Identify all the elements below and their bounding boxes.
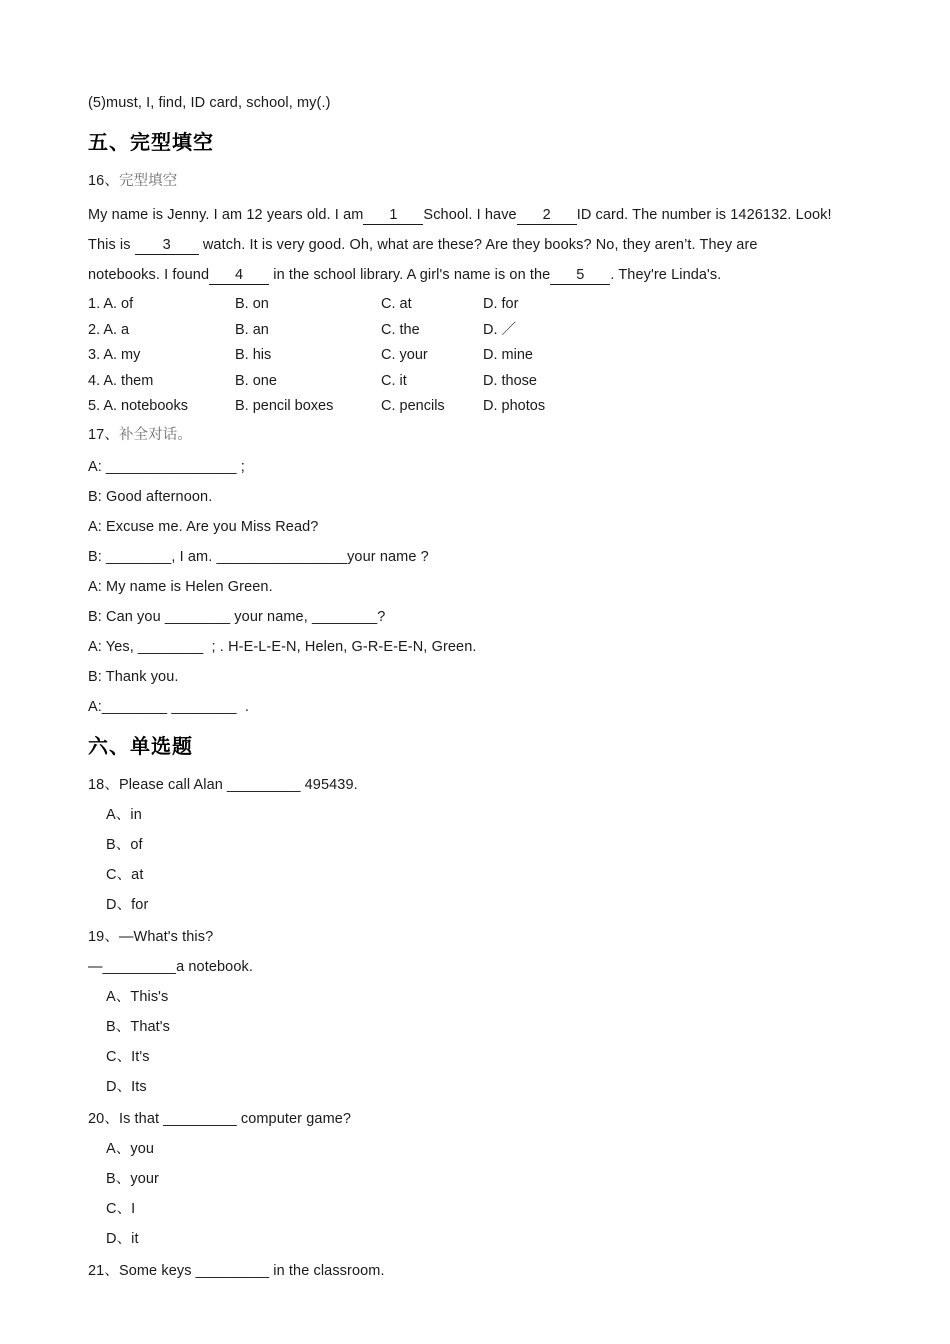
question-16-title: 完型填空	[118, 173, 178, 189]
question-18	[88, 770, 870, 920]
question-19-option-a[interactable]: A、This's	[106, 988, 169, 1005]
table-row	[88, 318, 603, 344]
question-19-option-d[interactable]: D、Its	[106, 1078, 147, 1095]
cloze-option-5-b[interactable]: B. pencil boxes	[235, 398, 334, 414]
cloze-blank-5[interactable]: 5	[550, 266, 610, 285]
question-18-option-c[interactable]: C、at	[106, 866, 144, 883]
question-20-stem	[88, 1104, 870, 1134]
question-16-number: 16、	[88, 173, 119, 189]
question-19-number: 19、	[88, 928, 119, 945]
question-20-text: Is that _________ computer game?	[118, 1110, 352, 1127]
dialogue-line[interactable]: A:________ ________ .	[88, 698, 250, 715]
cloze-option-4-b[interactable]: B. one	[235, 372, 277, 389]
question-20-option-a[interactable]: A、you	[106, 1140, 155, 1157]
question-17-label	[88, 420, 870, 450]
cloze-option-3-b[interactable]: B. his	[235, 347, 272, 363]
dialogue-line: A: My name is Helen Green.	[88, 578, 273, 595]
cloze-option-4-a[interactable]: 4. A. them	[88, 372, 154, 389]
cloze-option-4-d[interactable]: D. those	[483, 372, 537, 389]
cloze-option-2-c[interactable]: C. the	[381, 321, 420, 338]
cloze-option-4-c[interactable]: C. it	[381, 372, 407, 389]
dialogue-line: B: Thank you.	[88, 668, 179, 685]
cloze-passage-line-3	[88, 260, 870, 290]
cloze-option-2-b[interactable]: B. an	[235, 321, 269, 338]
cloze-blank-1[interactable]: 1	[363, 206, 423, 225]
previous-exercise-item: (5)must, I, find, ID card, school, my(.)	[88, 95, 331, 111]
dialogue-line[interactable]: A: Yes, ________ ; . H-E-L-E-N, Helen, G-R-E-E-N, Green.	[88, 638, 477, 655]
question-17-title: 补全对话。	[118, 426, 192, 443]
question-19-stem	[88, 922, 870, 952]
cloze-line1-part-c: ID card. The number is 1426132. Look!	[576, 207, 832, 223]
question-20-number: 20、	[88, 1110, 119, 1127]
question-18-option-a[interactable]: A、in	[106, 806, 142, 823]
cloze-blank-4[interactable]: 4	[209, 266, 269, 285]
question-21	[88, 1256, 870, 1286]
question-20	[88, 1104, 870, 1254]
cloze-option-3-d[interactable]: D. mine	[483, 347, 533, 363]
question-21-stem	[88, 1256, 870, 1286]
section-heading-six: 六、单选题	[88, 735, 193, 758]
table-row	[88, 369, 603, 395]
section-heading-five: 五、完型填空	[88, 132, 214, 154]
dialogue-line: A: Excuse me. Are you Miss Read?	[88, 518, 319, 535]
cloze-blank-2[interactable]: 2	[517, 206, 577, 225]
question-19	[88, 922, 870, 1102]
cloze-option-1-b[interactable]: B. on	[235, 296, 269, 312]
cloze-line2-part-a: This is	[88, 237, 135, 253]
question-21-number: 21、	[88, 1262, 119, 1279]
cloze-option-2-a[interactable]: 2. A. a	[88, 321, 130, 338]
cloze-options-table	[88, 292, 603, 420]
question-16-label	[88, 166, 870, 196]
cloze-option-5-d[interactable]: D. photos	[483, 398, 546, 414]
cloze-line3-part-a: notebooks. I found	[88, 267, 210, 283]
cloze-option-1-c[interactable]: C. at	[381, 296, 412, 312]
cloze-passage-line-1	[88, 200, 870, 230]
dialogue-line[interactable]: B: ________, I am. ________________your name ?	[88, 548, 429, 565]
cloze-option-5-a[interactable]: 5. A. notebooks	[88, 398, 188, 414]
question-17-number: 17、	[88, 426, 119, 443]
cloze-option-1-a[interactable]: 1. A. of	[88, 296, 134, 312]
cloze-option-3-c[interactable]: C. your	[381, 347, 428, 363]
cloze-option-3-a[interactable]: 3. A. my	[88, 347, 141, 363]
question-21-text: Some keys _________ in the classroom.	[118, 1262, 385, 1279]
question-20-option-c[interactable]: C、I	[106, 1200, 136, 1217]
cloze-line2-part-b: watch. It is very good. Oh, what are these? Are they books? No, they aren’t. They are	[198, 237, 758, 253]
question-18-option-d[interactable]: D、for	[106, 896, 149, 913]
table-row	[88, 394, 603, 420]
cloze-line1-part-a: My name is Jenny. I am 12 years old. I am	[88, 207, 364, 223]
question-20-option-b[interactable]: B、your	[106, 1170, 159, 1187]
cloze-blank-3[interactable]: 3	[135, 236, 199, 255]
dialogue-line: B: Good afternoon.	[88, 488, 213, 505]
dialogue-line[interactable]: A: ________________ ;	[88, 458, 245, 475]
dialogue-completion	[88, 452, 870, 722]
question-20-option-d[interactable]: D、it	[106, 1230, 139, 1247]
question-19-option-b[interactable]: B、That's	[106, 1018, 171, 1035]
cloze-line1-part-b: School. I have	[423, 207, 517, 223]
cloze-passage	[88, 200, 870, 290]
cloze-option-2-d[interactable]: D. ／	[483, 321, 517, 338]
question-19-option-c[interactable]: C、It's	[106, 1048, 150, 1065]
question-18-number: 18、	[88, 776, 119, 793]
question-19-answer-line[interactable]: —_________a notebook.	[88, 958, 253, 975]
question-18-stem	[88, 770, 870, 800]
dialogue-line[interactable]: B: Can you ________ your name, ________?	[88, 608, 386, 625]
table-row	[88, 343, 603, 369]
cloze-option-1-d[interactable]: D. for	[483, 296, 519, 312]
question-18-text: Please call Alan _________ 495439.	[118, 776, 358, 793]
cloze-line3-part-c: . They're Linda's.	[610, 267, 722, 283]
cloze-line3-part-b: in the school library. A girl's name is on the	[269, 267, 551, 283]
table-row	[88, 292, 603, 318]
cloze-passage-line-2	[88, 230, 870, 260]
cloze-option-5-c[interactable]: C. pencils	[381, 398, 445, 414]
question-18-option-b[interactable]: B、of	[106, 836, 143, 853]
question-19-text: —What's this?	[118, 928, 214, 945]
